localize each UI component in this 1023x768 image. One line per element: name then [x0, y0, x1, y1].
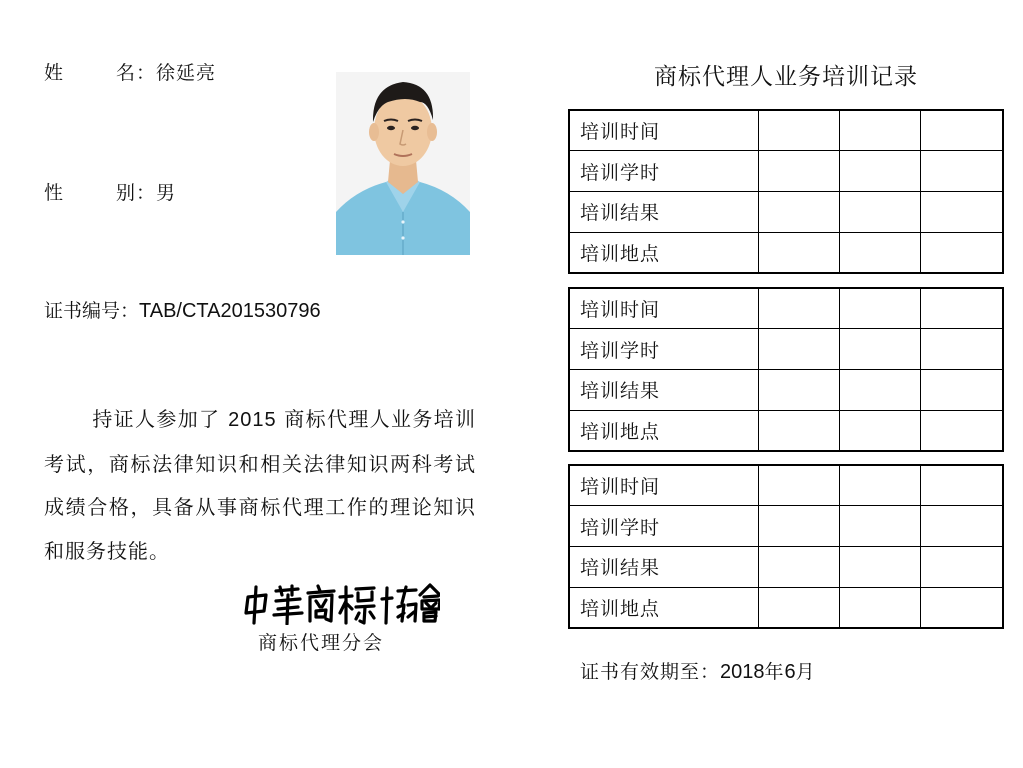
blank-cell: [759, 506, 840, 547]
statement-year: 2015: [228, 409, 277, 431]
training-result-label: 培训结果: [570, 369, 759, 410]
training-hours-label: 培训学时: [570, 151, 759, 192]
table-row: [570, 329, 1002, 370]
name-field: [44, 58, 216, 85]
association-branch-name: 商标代理分会: [258, 632, 385, 654]
table-row: [570, 369, 1002, 410]
table-row: [570, 289, 1002, 329]
blank-cell: [921, 506, 1002, 547]
blank-cell: [840, 587, 921, 627]
statement-body: 商标代理人业务培训考试，商标法律知识和相关法律知识两科考试成绩合格，具备从事商标代理工作的理论知识和服务技能。: [44, 407, 477, 563]
blank-cell: [759, 289, 840, 329]
blank-cell: [840, 546, 921, 587]
portrait-image: [336, 72, 470, 255]
training-location-label: 培训地点: [570, 410, 759, 450]
training-record-block-2: [568, 287, 1004, 452]
gender-label-char2: 别：: [116, 182, 157, 204]
gender-label-char1: 性: [44, 182, 65, 204]
blank-cell: [921, 546, 1002, 587]
blank-cell: [840, 111, 921, 151]
blank-cell: [921, 111, 1002, 151]
blank-cell: [921, 410, 1002, 450]
table-row: [570, 410, 1002, 450]
blank-cell: [840, 232, 921, 272]
blank-cell: [759, 587, 840, 627]
blank-cell: [840, 410, 921, 450]
training-result-label: 培训结果: [570, 546, 759, 587]
blank-cell: [840, 369, 921, 410]
blank-cell: [840, 151, 921, 192]
blank-cell: [921, 329, 1002, 370]
training-result-label: 培训结果: [570, 191, 759, 232]
blank-cell: [759, 191, 840, 232]
training-record-table-2: [570, 289, 1002, 450]
name-label-char2: 名：: [116, 62, 157, 84]
training-record-table-3: [570, 466, 1002, 627]
validity-label: 证书有效期至：: [580, 661, 721, 683]
blank-cell: [759, 410, 840, 450]
table-row: [570, 111, 1002, 151]
calligraphy-signature-image: [240, 583, 440, 625]
training-time-label: 培训时间: [570, 466, 759, 506]
blank-cell: [921, 191, 1002, 232]
blank-cell: [921, 466, 1002, 506]
table-row: [570, 466, 1002, 506]
training-record-block-1: [568, 109, 1004, 274]
blank-cell: [759, 111, 840, 151]
training-hours-label: 培训学时: [570, 329, 759, 370]
blank-cell: [921, 232, 1002, 272]
table-row: [570, 587, 1002, 627]
blank-cell: [921, 587, 1002, 627]
table-row: [570, 546, 1002, 587]
validity-year-unit: 年: [764, 661, 785, 683]
table-row: [570, 232, 1002, 272]
blank-cell: [921, 369, 1002, 410]
gender-value: 男: [156, 182, 177, 204]
association-calligraphy-signature: [240, 583, 440, 625]
certification-statement: [44, 398, 476, 573]
blank-cell: [921, 151, 1002, 192]
validity-month-unit: 月: [795, 661, 816, 683]
training-time-label: 培训时间: [570, 111, 759, 151]
blank-cell: [840, 506, 921, 547]
blank-cell: [840, 289, 921, 329]
blank-cell: [840, 466, 921, 506]
table-row: [570, 191, 1002, 232]
blank-cell: [840, 329, 921, 370]
validity-month: 6: [784, 661, 796, 683]
name-value: 徐延亮: [156, 62, 217, 84]
training-hours-label: 培训学时: [570, 506, 759, 547]
certificate-number-value: TAB/CTA201530796: [139, 300, 321, 322]
training-location-label: 培训地点: [570, 232, 759, 272]
training-record-title: 商标代理人业务培训记录: [654, 64, 918, 90]
training-time-label: 培训时间: [570, 289, 759, 329]
certificate-number-label: 证书编号：: [44, 300, 140, 322]
table-row: [570, 506, 1002, 547]
training-record-block-3: [568, 464, 1004, 629]
validity-year: 2018: [720, 661, 765, 683]
certificate-number-field: [44, 296, 321, 323]
training-location-label: 培训地点: [570, 587, 759, 627]
blank-cell: [759, 466, 840, 506]
training-record-table-1: [570, 111, 1002, 272]
certificate-validity: [580, 657, 816, 684]
blank-cell: [759, 329, 840, 370]
blank-cell: [840, 191, 921, 232]
blank-cell: [759, 369, 840, 410]
blank-cell: [759, 232, 840, 272]
blank-cell: [921, 289, 1002, 329]
table-row: [570, 151, 1002, 192]
name-label-char1: 姓: [44, 62, 65, 84]
blank-cell: [759, 151, 840, 192]
blank-cell: [759, 546, 840, 587]
gender-field: [44, 178, 176, 205]
holder-photo: [336, 72, 470, 255]
statement-prefix: 持证人参加了: [92, 407, 221, 431]
